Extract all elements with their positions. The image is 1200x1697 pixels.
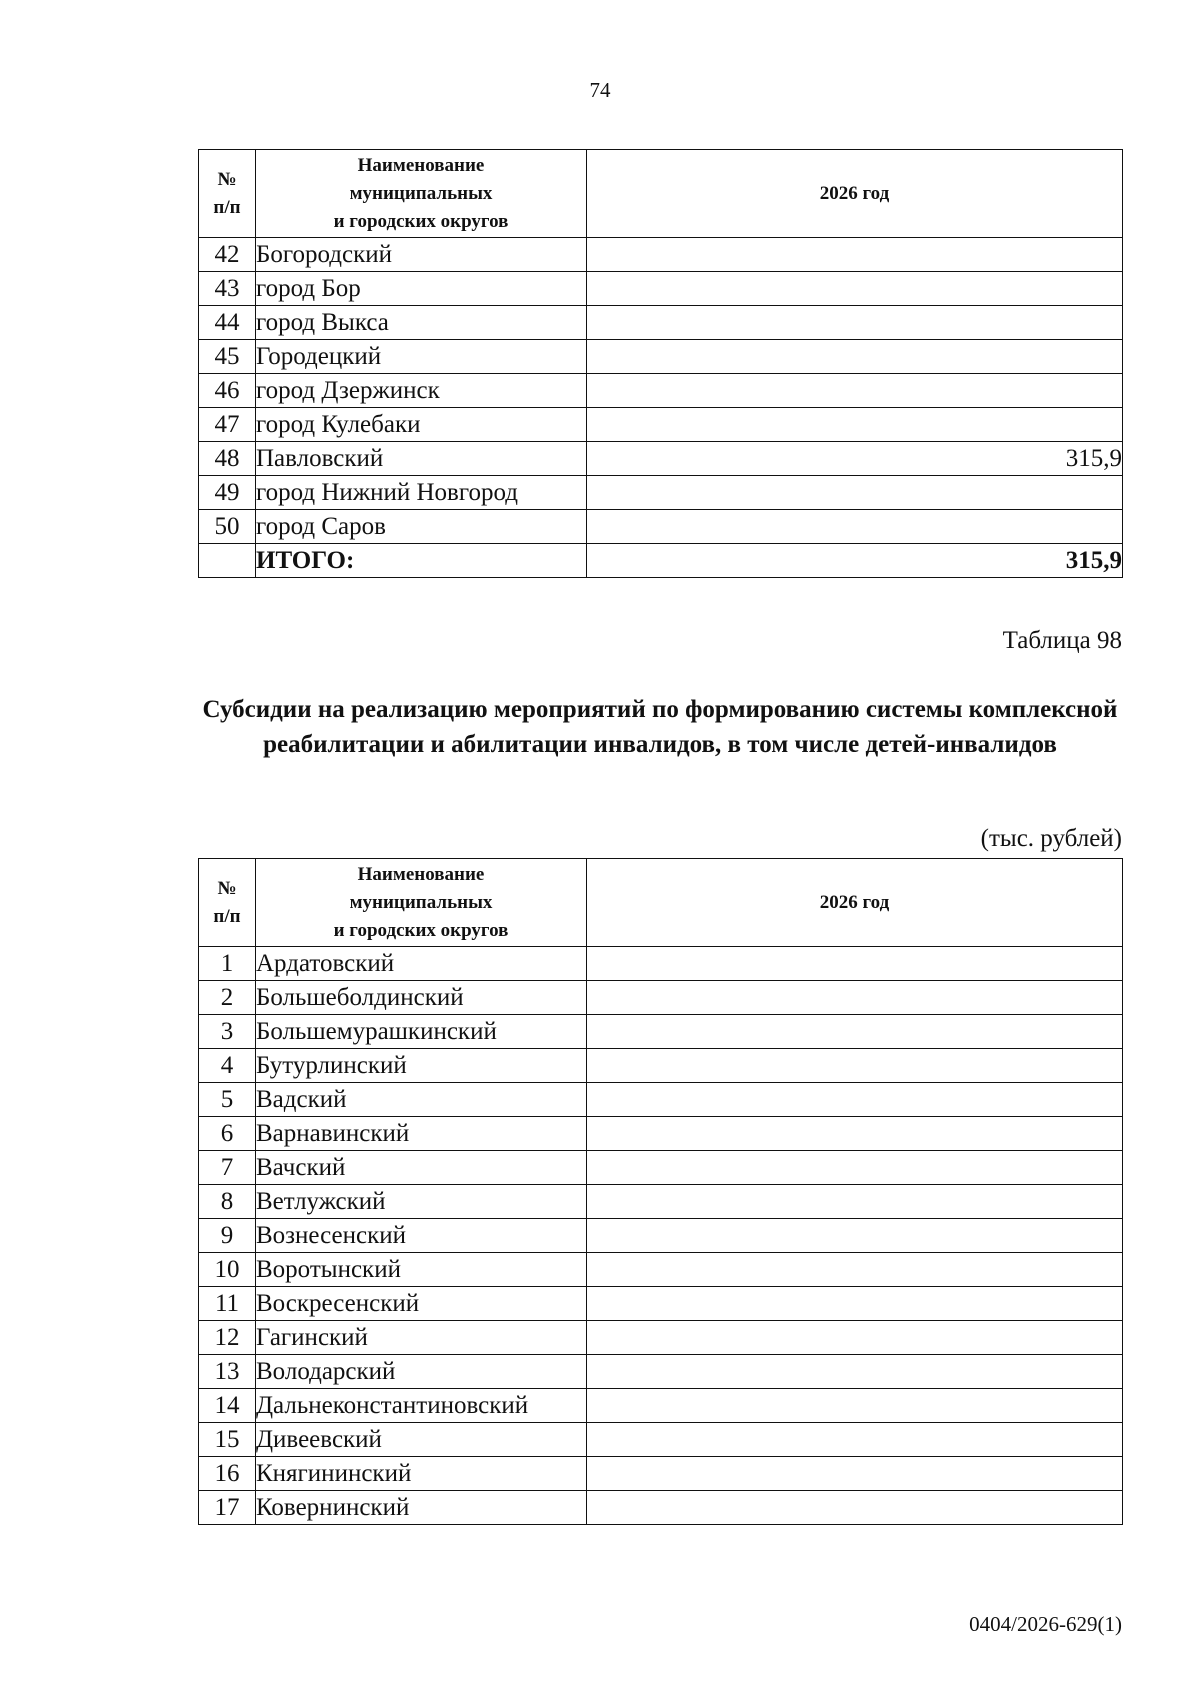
row-name: город Дзержинск	[256, 374, 587, 408]
row-number: 8	[199, 1185, 256, 1219]
row-value	[587, 238, 1123, 272]
row-value	[587, 1219, 1123, 1253]
row-value	[587, 1457, 1123, 1491]
row-number: 3	[199, 1015, 256, 1049]
row-value	[587, 476, 1123, 510]
row-number: 49	[199, 476, 256, 510]
table-row	[199, 340, 1123, 374]
row-name: Ковернинский	[256, 1491, 587, 1525]
row-name: Вачский	[256, 1151, 587, 1185]
row-number: 4	[199, 1049, 256, 1083]
row-number: 43	[199, 272, 256, 306]
row-name: Большеболдинский	[256, 981, 587, 1015]
row-value	[587, 374, 1123, 408]
row-number: 46	[199, 374, 256, 408]
row-value	[587, 340, 1123, 374]
row-value	[587, 1355, 1123, 1389]
row-number: 6	[199, 1117, 256, 1151]
row-number: 1	[199, 947, 256, 981]
row-value	[587, 1185, 1123, 1219]
row-name: Дальнеконстантиновский	[256, 1389, 587, 1423]
table-row	[199, 1015, 1123, 1049]
table-row	[199, 1423, 1123, 1457]
row-name: Вознесенский	[256, 1219, 587, 1253]
row-number: 44	[199, 306, 256, 340]
table-row	[199, 1083, 1123, 1117]
row-value	[587, 1321, 1123, 1355]
row-name: город Саров	[256, 510, 587, 544]
row-name: Володарский	[256, 1355, 587, 1389]
row-number: 13	[199, 1355, 256, 1389]
total-value: 315,9	[587, 544, 1123, 578]
row-number: 12	[199, 1321, 256, 1355]
header-num: № п/п	[199, 859, 256, 947]
row-value	[587, 981, 1123, 1015]
row-name: Ветлужский	[256, 1185, 587, 1219]
row-name: Княгининский	[256, 1457, 587, 1491]
row-name: Воскресенский	[256, 1287, 587, 1321]
row-name: Павловский	[256, 442, 587, 476]
header-year: 2026 год	[587, 150, 1123, 238]
row-number: 50	[199, 510, 256, 544]
table-row	[199, 1491, 1123, 1525]
header-name: Наименование муниципальных и городских округов	[256, 150, 587, 238]
section-title: Субсидии на реализацию мероприятий по формированию системы комплексной реабилитации и абилитации инвалидов, в том числе детей-инвалидов	[202, 696, 1118, 758]
total-empty-cell	[199, 544, 256, 578]
header-name: Наименование муниципальных и городских округов	[256, 859, 587, 947]
row-name: Варнавинский	[256, 1117, 587, 1151]
row-number: 16	[199, 1457, 256, 1491]
table-row	[199, 510, 1123, 544]
row-number: 11	[199, 1287, 256, 1321]
row-value	[587, 1083, 1123, 1117]
table-row	[199, 1389, 1123, 1423]
row-number: 47	[199, 408, 256, 442]
row-name: город Кулебаки	[256, 408, 587, 442]
row-number: 5	[199, 1083, 256, 1117]
row-value	[587, 272, 1123, 306]
row-name: город Нижний Новгород	[256, 476, 587, 510]
row-value	[587, 1253, 1123, 1287]
row-value	[587, 1389, 1123, 1423]
row-number: 7	[199, 1151, 256, 1185]
table-row	[199, 947, 1123, 981]
table-row	[199, 1287, 1123, 1321]
total-row	[199, 544, 1123, 578]
row-value	[587, 1117, 1123, 1151]
table-row	[199, 476, 1123, 510]
row-value	[587, 1049, 1123, 1083]
row-value: 315,9	[587, 442, 1123, 476]
table-row	[199, 1321, 1123, 1355]
row-number: 17	[199, 1491, 256, 1525]
row-value	[587, 947, 1123, 981]
row-value	[587, 306, 1123, 340]
row-name: Городецкий	[256, 340, 587, 374]
row-name: город Выкса	[256, 306, 587, 340]
row-number: 42	[199, 238, 256, 272]
table-row	[199, 1049, 1123, 1083]
row-name: Богородский	[256, 238, 587, 272]
row-number: 45	[199, 340, 256, 374]
row-value	[587, 1015, 1123, 1049]
row-value	[587, 1287, 1123, 1321]
table-row	[199, 1185, 1123, 1219]
row-value	[587, 1491, 1123, 1525]
table-row	[199, 981, 1123, 1015]
row-number: 2	[199, 981, 256, 1015]
table-row	[199, 1457, 1123, 1491]
table-row	[199, 272, 1123, 306]
row-number: 15	[199, 1423, 256, 1457]
header-num: № п/п	[199, 150, 256, 238]
row-name: Вадский	[256, 1083, 587, 1117]
row-number: 10	[199, 1253, 256, 1287]
document-code: 0404/2026-629(1)	[969, 1612, 1122, 1636]
row-number: 48	[199, 442, 256, 476]
row-name: Ардатовский	[256, 947, 587, 981]
row-name: Дивеевский	[256, 1423, 587, 1457]
units-label: (тыс. рублей)	[980, 825, 1122, 852]
table-rehabilitation-subsidy	[198, 858, 1123, 1525]
page-number: 74	[589, 78, 611, 102]
table-row	[199, 238, 1123, 272]
table-header-row	[199, 150, 1123, 238]
table-row	[199, 408, 1123, 442]
row-name: город Бор	[256, 272, 587, 306]
row-value	[587, 408, 1123, 442]
table-header-row	[199, 859, 1123, 947]
table-row	[199, 442, 1123, 476]
header-year: 2026 год	[587, 859, 1123, 947]
table-row	[199, 1151, 1123, 1185]
row-number: 9	[199, 1219, 256, 1253]
table-row	[199, 1219, 1123, 1253]
row-value	[587, 510, 1123, 544]
row-name: Бутурлинский	[256, 1049, 587, 1083]
table-caption: Таблица 98	[1002, 627, 1122, 654]
row-name: Большемурашкинский	[256, 1015, 587, 1049]
table-row	[199, 1253, 1123, 1287]
row-name: Воротынский	[256, 1253, 587, 1287]
row-value	[587, 1151, 1123, 1185]
table-row	[199, 374, 1123, 408]
row-value	[587, 1423, 1123, 1457]
table-row	[199, 1117, 1123, 1151]
row-number: 14	[199, 1389, 256, 1423]
row-name: Гагинский	[256, 1321, 587, 1355]
table-row	[199, 306, 1123, 340]
table-row	[199, 1355, 1123, 1389]
total-label: ИТОГО:	[256, 544, 587, 578]
table-subsidy-continued	[198, 149, 1123, 578]
